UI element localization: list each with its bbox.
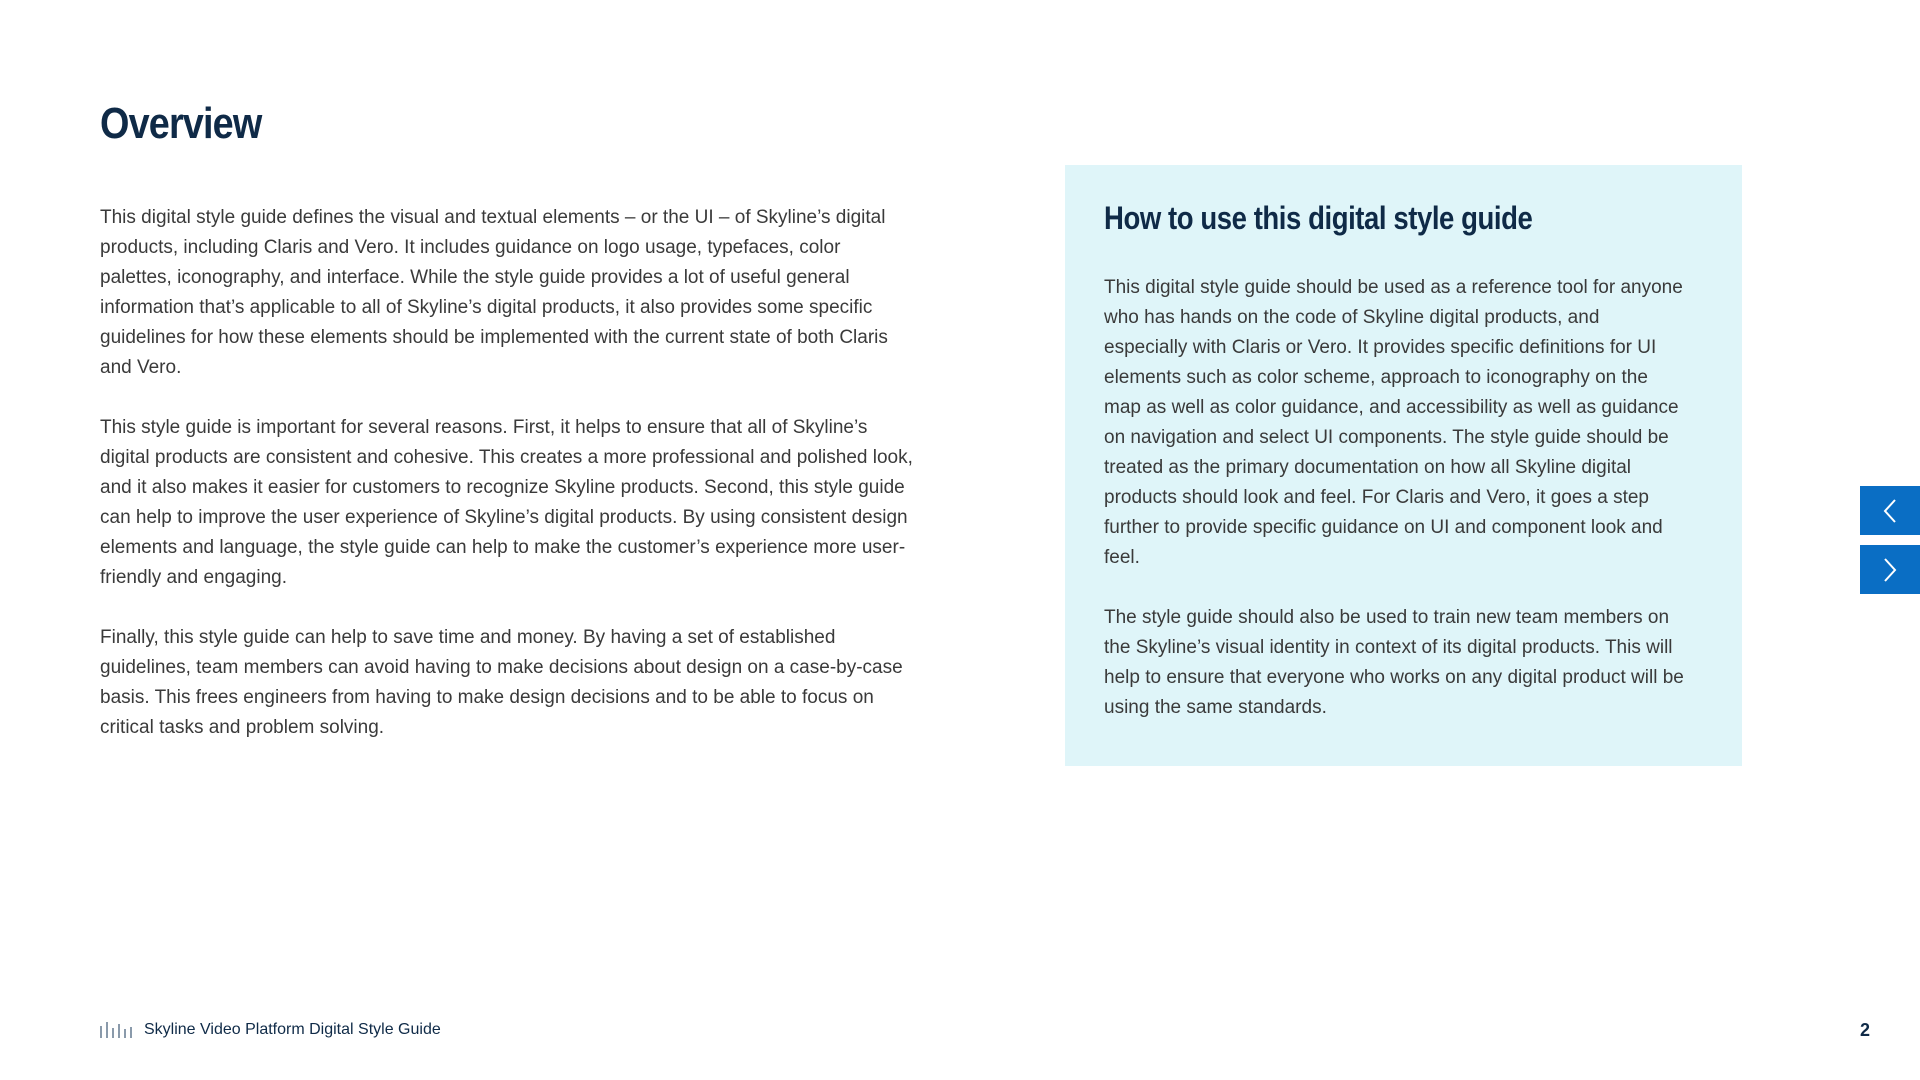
callout-paragraph-2: The style guide should also be used to train new team members on the Skyline’s visual identity in context of its digital products. This will help to ensure that everyone who works on any digital product will be using the same standards. [1104,607,1684,718]
page-title: Overview [100,99,262,148]
chevron-left-icon [1880,497,1900,525]
intro-paragraph-2: This style guide is important for several reasons. First, it helps to ensure that all of Skyline’s digital products are consistent and cohesive. This creates a more professional and polished look, and it also makes it easier for customers to recognize Skyline products. Second, this style guide can help to improve the user experience of Skyline’s digital products. By using consistent design elements and language, the style guide can help to make the customer’s experience more user-friendly and engaging. [100,417,913,588]
intro-section [100,203,915,773]
chevron-right-icon [1880,556,1900,584]
intro-paragraph-3: Finally, this style guide can help to save time and money. By having a set of established guidelines, team members can avoid having to make decisions about design on a case-by-case basis. This frees engineers from having to make design decisions and to be able to focus on critical tasks and problem solving. [100,627,903,738]
skyline-logo-icon [100,1022,132,1038]
next-page-button[interactable] [1860,545,1920,594]
intro-paragraph-1: This digital style guide defines the visual and textual elements – or the UI – of Skyline’s digital products, including Claris and Vero. It includes guidance on logo usage, typefaces, color palettes, iconography, and interface. While the style guide provides a lot of useful general information that’s applicable to all of Skyline’s digital products, it also provides some specific guidelines for how these elements should be implemented with the current state of both Claris and Vero. [100,207,888,378]
how-to-use-callout [1065,165,1742,766]
footer [100,1018,441,1042]
page-number: 2 [1859,1020,1870,1040]
previous-page-button[interactable] [1860,486,1920,535]
callout-paragraph-1: This digital style guide should be used as a reference tool for anyone who has hands on the code of Skyline digital products, and especially with Claris or Vero. It provides specific definitions for UI elements such as color scheme, approach to iconography on the map as well as color guidance, and accessibility as well as guidance on navigation and select UI components. The style guide should be treated as the primary documentation on how all Skyline digital products should look and feel. For Claris and Vero, it goes a step further to provide specific guidance on UI and component look and feel. [1104,277,1683,568]
footer-title: Skyline Video Platform Digital Style Guide [144,1021,441,1038]
callout-body [1104,273,1684,723]
callout-title: How to use this digital style guide [1104,200,1533,236]
